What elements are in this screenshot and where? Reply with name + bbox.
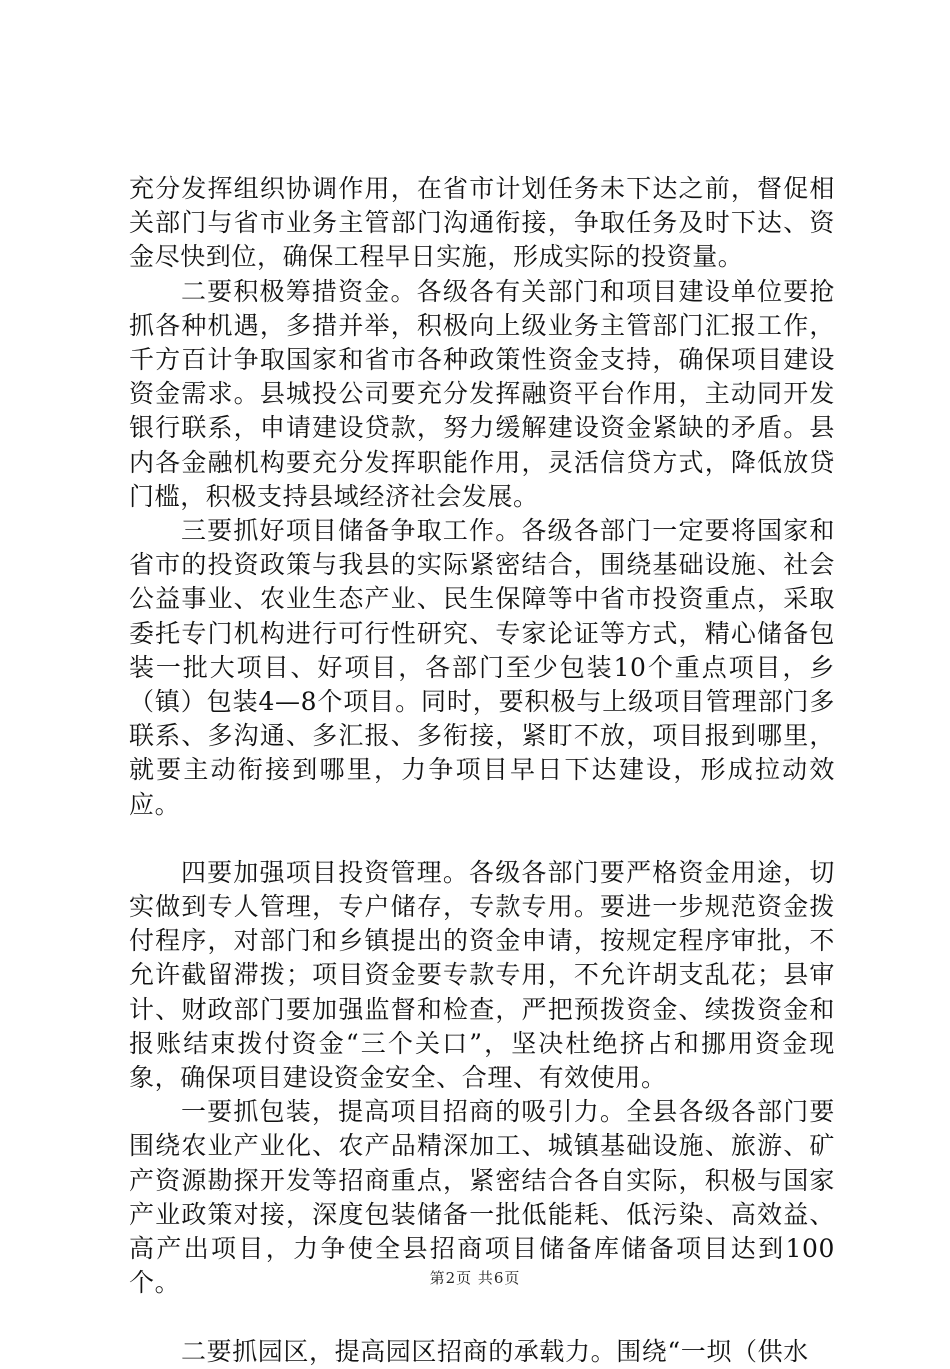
paragraph-packaging: 一要抓包装，提高项目招商的吸引力。全县各级各部门要围绕农业产业化、农产品精深加工、城镇基础设施、旅游、矿产资源勘探开发等招商重点，紧密结合各自实际，积极与国家产业政策对接，深度包装储备一批低能耗、低污染、高效益、高产出项目，力争使全县招商项目储备库储备项目达到100个。: [129, 1097, 835, 1298]
paragraph-funding: 二要积极筹措资金。各级各有关部门和项目建设单位要抢抓各种机遇，多措并举，积极向上级业务主管部门汇报工作，千方百计争取国家和省市各种政策性资金支持，确保项目建设资金需求。县城投公司要充分发挥融资平台作用，主动同开发银行联系，申请建设贷款，努力缓解建设资金紧缺的矛盾。县内各金融机构要充分发挥职能作用，灵活信贷方式，降低放贷门槛，积极支持县域经济社会发展。: [129, 276, 835, 511]
paragraph-investment-management: 四要加强项目投资管理。各级各部门要严格资金用途，切实做到专人管理，专户储存，专款专用。要进一步规范资金拨付程序，对部门和乡镇提出的资金申请，按规定程序审批，不允许截留滞拨；项目资金要专款专用，不允许胡支乱花；县审计、财政部门要加强监督和检查，严把预拨资金、续拨资金和报账结束拨付资金“三个关口”，坚决杜绝挤占和挪用资金现象，确保项目建设资金安全、合理、有效使用。: [129, 857, 835, 1093]
page-footer: 第2页 共6页: [429, 1269, 521, 1287]
paragraph-continued: 充分发挥组织协调作用，在省市计划任务未下达之前，督促相关部门与省市业务主管部门沟通衔接，争取任务及时下达、资金尽快到位，确保工程早日实施，形成实际的投资量。: [129, 174, 835, 272]
document-body: [129, 172, 835, 1369]
paragraph-project-reserve: 三要抓好项目储备争取工作。各级各部门一定要将国家和省市的投资政策与我县的实际紧密结合，围绕基础设施、社会公益事业、农业生态产业、民生保障等中省市投资重点，采取委托专门机构进行可行性研究、专家论证等方式，精心储备包装一批大项目、好项目，各部门至少包装10个重点项目，乡（镇）包装4—8个项目。同时，要积极与上级项目管理部门多联系、多沟通、多汇报、多衔接，紧盯不放，项目报到哪里，就要主动衔接到哪里，力争项目早日下达建设，形成拉动效应。: [129, 516, 835, 819]
paragraph-park: 二要抓园区，提高园区招商的承载力。围绕“一坝（供水: [181, 1336, 809, 1366]
